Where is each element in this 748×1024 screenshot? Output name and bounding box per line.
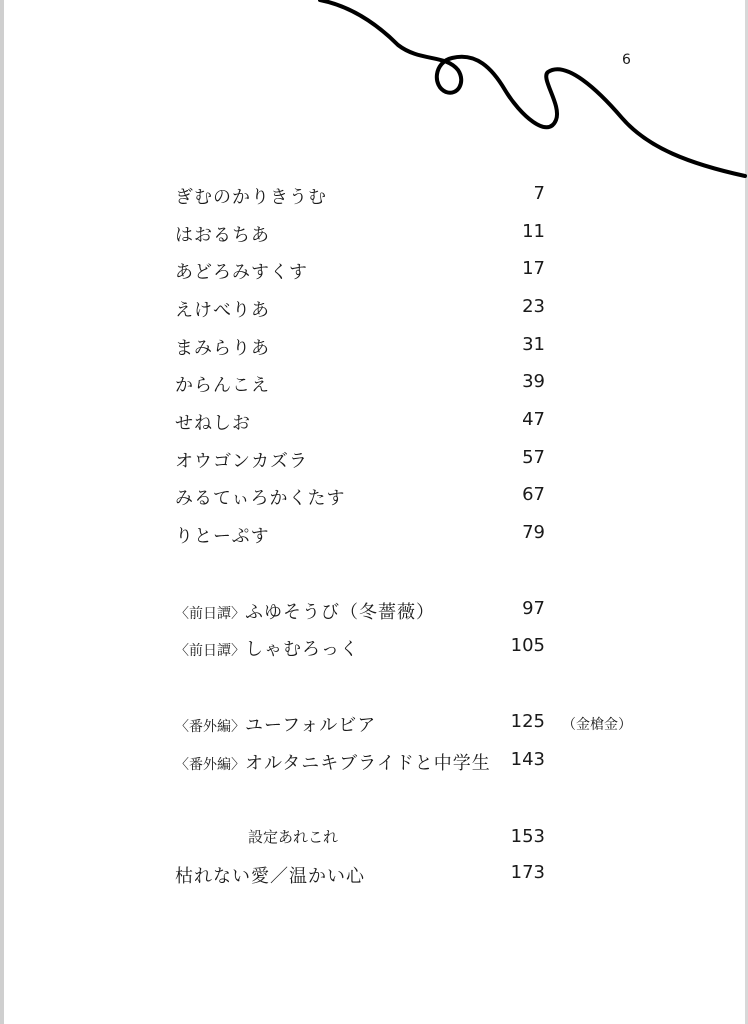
toc-entry-page: 17	[522, 258, 545, 279]
toc-entry-page: 31	[522, 334, 545, 355]
toc-entry-title-text: ふゆそうび（冬薔薇）	[245, 602, 435, 623]
toc-entry-title	[175, 635, 359, 661]
toc-entry-title: からんこえ	[175, 375, 270, 396]
toc-entry-page: 67	[522, 484, 545, 505]
toc-entry-title: えけべりあ	[175, 300, 270, 321]
toc-entry-title: せねしお	[175, 413, 251, 434]
toc-entry-title: まみらりあ	[175, 338, 270, 359]
toc-entry-page: 97	[522, 598, 545, 619]
toc-entry-page: 39	[522, 371, 545, 392]
toc-entry-title-text: ユーフォルビア	[245, 715, 377, 736]
toc-entry[interactable]	[0, 296, 748, 326]
toc-entry-page: 143	[510, 749, 545, 770]
toc-entry[interactable]	[0, 409, 748, 439]
toc-prequel-entry[interactable]	[0, 598, 748, 628]
toc-entry[interactable]	[0, 183, 748, 213]
toc-appendix-entry[interactable]	[0, 826, 748, 856]
toc-entry-title: ぎむのかりきうむ	[175, 187, 327, 208]
toc-entry-title-text: オルタニキブライドと中学生	[245, 753, 491, 774]
toc-entry-page: 47	[522, 409, 545, 430]
toc-entry-page: 153	[510, 826, 545, 847]
page-number: 6	[622, 52, 631, 68]
toc-entry[interactable]	[0, 371, 748, 401]
toc-entry-prefix: 〈番外編〉	[175, 719, 245, 735]
toc-entry-page: 79	[522, 522, 545, 543]
toc-entry-page: 173	[510, 862, 545, 883]
toc-entry-title: 設定あれこれ	[248, 828, 339, 846]
toc-entry-prefix: 〈前日譚〉	[175, 643, 245, 659]
toc-entry[interactable]	[0, 258, 748, 288]
toc-entry-prefix: 〈前日譚〉	[175, 606, 245, 622]
toc-entry-page: 23	[522, 296, 545, 317]
toc-appendix-entry[interactable]	[0, 862, 748, 892]
toc-prequel-entry[interactable]	[0, 635, 748, 665]
toc-extra-entry[interactable]	[0, 711, 748, 741]
toc-entry-page: 57	[522, 447, 545, 468]
toc-entry[interactable]	[0, 484, 748, 514]
toc-entry-title: りとーぷす	[175, 526, 270, 547]
toc-entry-title: 枯れない愛／温かい心	[175, 866, 365, 887]
toc-entry-title	[175, 711, 376, 737]
toc-entry-title: はおるちあ	[175, 225, 270, 246]
toc-entry-title-text: しゃむろっく	[245, 639, 359, 660]
toc-entry-title	[175, 749, 491, 775]
toc-entry[interactable]	[0, 522, 748, 552]
toc-entry-page: 7	[533, 183, 545, 204]
toc-entry-title	[175, 598, 435, 624]
toc-entry[interactable]	[0, 334, 748, 364]
toc-entry-title: オウゴンカズラ	[175, 451, 308, 472]
toc-entry[interactable]	[0, 447, 748, 477]
toc-entry-title: みるてぃろかくたす	[175, 488, 346, 509]
toc-entry-page: 11	[522, 221, 545, 242]
toc-extra-entry[interactable]	[0, 749, 748, 779]
toc-entry[interactable]	[0, 221, 748, 251]
toc-entry-page: 125	[510, 711, 545, 732]
toc-entry-title: あどろみすくす	[175, 262, 308, 283]
toc-entry-page: 105	[510, 635, 545, 656]
toc-entry-note: （金槍金）	[562, 717, 632, 733]
decorative-swirl	[0, 0, 748, 200]
toc-entry-prefix: 〈番外編〉	[175, 757, 245, 773]
